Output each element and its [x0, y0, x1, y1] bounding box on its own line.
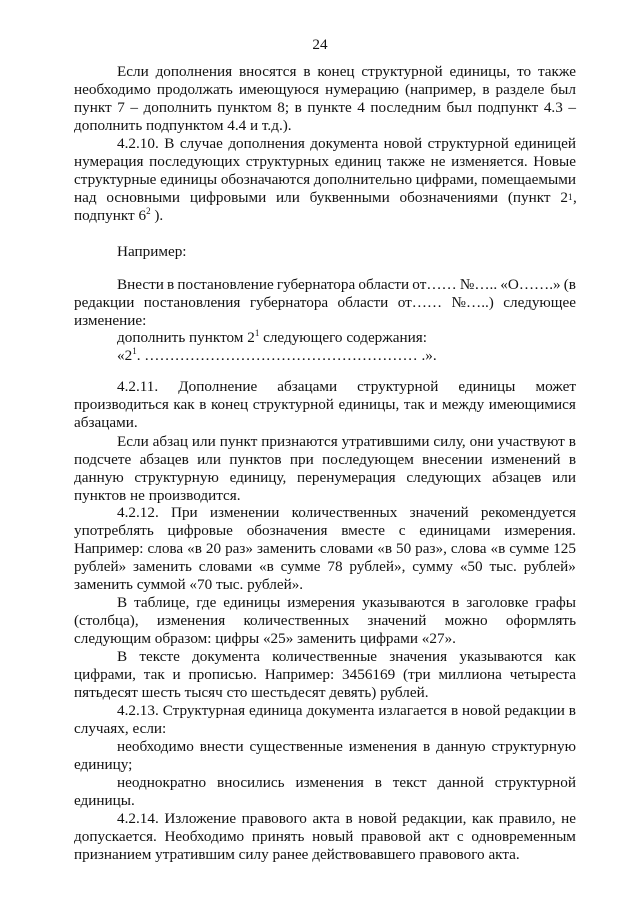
word: пунктом: [217, 99, 272, 116]
text-line: абзацами.: [74, 414, 138, 431]
word: обозначениями: [399, 189, 499, 206]
word: данную: [74, 469, 124, 486]
word: в: [422, 738, 431, 755]
word: –: [568, 99, 576, 116]
word: над: [74, 189, 97, 206]
word: №…..: [459, 276, 498, 293]
text-line: [117, 433, 576, 450]
text-line: признанием утратившим силу ранее действовавшего правового акта.: [74, 846, 520, 863]
word: новой: [358, 810, 397, 827]
word: новой: [383, 135, 423, 152]
text-line: [74, 451, 576, 468]
page-number: 24: [312, 36, 328, 53]
text-line: единицы.: [74, 792, 135, 809]
word: 4.2.11.: [117, 378, 159, 395]
word: одновременным: [471, 828, 576, 845]
word: то: [517, 63, 532, 80]
word: значения: [389, 648, 448, 665]
text-line: [117, 594, 576, 611]
word: постановления: [143, 294, 241, 311]
text-fragment: . ……………………………………………… .».: [136, 347, 437, 364]
word: Внести: [117, 276, 164, 293]
text-line: [117, 63, 576, 80]
word: Например:: [74, 540, 144, 557]
word: четыреста: [509, 666, 576, 683]
word: последним: [370, 99, 441, 116]
word: рублей»,: [349, 558, 406, 575]
word: помещаемыми: [481, 171, 576, 188]
word: в: [482, 81, 490, 98]
word: области: [358, 276, 410, 293]
word: употреблять: [74, 522, 154, 539]
word: цифровые: [167, 522, 233, 539]
word: структурной: [427, 135, 509, 152]
word: 50: [396, 540, 412, 557]
word: 8;: [277, 99, 290, 116]
word: изменения: [156, 612, 226, 629]
word: количественные: [272, 648, 378, 665]
text-fragment: «2: [117, 347, 133, 364]
word: тыс.: [489, 558, 517, 575]
word: (например,: [404, 81, 477, 98]
word: 4.2.10.: [117, 135, 159, 152]
word: заменить: [256, 540, 316, 557]
word: единицу,: [229, 469, 287, 486]
word: единиц: [334, 153, 382, 170]
word: единицы,: [338, 396, 400, 413]
text-fragment: подпункт 6: [74, 207, 147, 224]
word: при: [289, 451, 314, 468]
word: так: [143, 666, 165, 683]
word: признаются: [261, 433, 338, 450]
word: дополнить: [143, 99, 212, 116]
word: вносятся: [238, 63, 297, 80]
text-line: [74, 522, 576, 539]
word: губернатора: [276, 276, 356, 293]
word: и: [172, 666, 181, 683]
word: заголовке: [466, 594, 529, 611]
text-line: [117, 276, 576, 293]
word: миллиона: [438, 666, 502, 683]
word: «в: [377, 540, 393, 557]
word: вносились: [217, 774, 285, 791]
word: изменяется.: [451, 153, 528, 170]
word: структурную: [134, 469, 219, 486]
word: подсчете: [74, 451, 132, 468]
text-fragment: следующего содержания:: [259, 329, 427, 346]
word: 20: [205, 540, 222, 557]
word: был: [550, 81, 576, 98]
word: единицы: [458, 378, 516, 395]
word: –: [130, 99, 138, 116]
word: структурной: [252, 396, 334, 413]
word: в: [303, 63, 311, 80]
word: не: [561, 810, 576, 827]
text-line: [74, 540, 576, 557]
text-fragment: ,: [573, 189, 577, 206]
word: структурных: [245, 153, 330, 170]
word: структурной: [357, 378, 439, 395]
word: пункте: [307, 99, 352, 116]
word: абзацев: [492, 469, 542, 486]
text-line: [117, 738, 576, 755]
word: следующее: [503, 294, 576, 311]
word: единицами: [419, 522, 491, 539]
word: может: [535, 378, 576, 395]
text-line: следующим образом: цифры «25» заменить цифрами «27».: [74, 630, 456, 647]
word: от……: [397, 294, 443, 311]
word: принять: [251, 828, 305, 845]
word: (в: [563, 276, 576, 293]
word: 3456169: [342, 666, 396, 683]
text-line: [117, 378, 576, 395]
word: дополнения: [228, 135, 305, 152]
word: в: [374, 774, 382, 791]
word: цифрами,: [74, 666, 136, 683]
word: обозначаются: [220, 171, 311, 188]
text-line: [117, 648, 576, 665]
text-line: [74, 207, 163, 224]
word: изменения: [295, 774, 364, 791]
word: изменении: [209, 504, 280, 521]
word: изменения: [348, 738, 418, 755]
word: редакции: [74, 294, 135, 311]
word: абзацами: [277, 378, 338, 395]
word: в: [345, 810, 353, 827]
word: можно: [444, 612, 488, 629]
word: последующем: [322, 451, 414, 468]
word: или: [197, 451, 221, 468]
word: внести: [199, 738, 244, 755]
word: участвуют: [497, 433, 565, 450]
example-label: Например:: [117, 243, 187, 260]
text-line: [74, 294, 576, 311]
word: Структурная: [162, 702, 246, 719]
word: редакции: [504, 702, 565, 719]
text-line: [74, 99, 576, 116]
word: конец: [317, 63, 355, 80]
text-line: [117, 702, 576, 719]
word: новой: [462, 702, 501, 719]
word: где: [196, 594, 217, 611]
word: пункт: [219, 433, 258, 450]
word: значений: [409, 504, 469, 521]
word: №…..): [451, 294, 494, 311]
word: и: [429, 396, 438, 413]
word: разделе: [495, 81, 545, 98]
text-line: [117, 329, 427, 346]
word: или: [276, 189, 300, 206]
word: рекомендуется: [480, 504, 576, 521]
word: раз»,: [415, 540, 447, 557]
word: в: [568, 451, 576, 468]
word: последующих: [149, 153, 241, 170]
word: раз»: [225, 540, 253, 557]
text-line: [117, 347, 437, 364]
word: перенумерация: [297, 469, 396, 486]
text-line: [74, 469, 576, 486]
word: случае: [179, 135, 223, 152]
word: 2: [560, 189, 568, 206]
word: 7: [117, 99, 125, 116]
word: (столбца),: [74, 612, 139, 629]
word: сумму: [412, 558, 453, 575]
word: Новые: [533, 153, 576, 170]
word: Изложение: [164, 810, 237, 827]
word: указываются: [362, 594, 446, 611]
text-line: [74, 396, 576, 413]
text-line: случаях, если:: [74, 720, 167, 737]
word: утратившими: [341, 433, 430, 450]
word: 4.2.13.: [117, 702, 159, 719]
word: таблице,: [134, 594, 190, 611]
word: буквенными: [309, 189, 390, 206]
word: Дополнение: [178, 378, 258, 395]
word: нумерация: [74, 153, 144, 170]
word: «50: [459, 558, 483, 575]
word: единицы: [223, 594, 281, 611]
word: продолжать: [156, 81, 233, 98]
word: был: [446, 99, 473, 116]
word: имеющуюся: [238, 81, 320, 98]
word: постановление: [177, 276, 274, 293]
word: в: [452, 594, 460, 611]
word: цифровыми: [189, 189, 267, 206]
word: изменений: [490, 451, 561, 468]
word: (пункт: [507, 189, 551, 206]
word: новый: [312, 828, 354, 845]
word: Если: [117, 433, 149, 450]
word: 4.2.12.: [117, 504, 159, 521]
word: между: [442, 396, 485, 413]
word: количественных: [243, 612, 350, 629]
word: абзац: [152, 433, 188, 450]
word: силу,: [433, 433, 466, 450]
word: структурные: [74, 171, 157, 188]
word: акт: [428, 828, 450, 845]
superscript: 1: [132, 346, 137, 356]
text-line: дополнить подпунктом 4.4 и т.д.).: [74, 117, 292, 134]
text-line-words: [74, 189, 568, 206]
word: вместе: [341, 522, 386, 539]
word: в: [199, 396, 207, 413]
word: текст: [392, 774, 427, 791]
word: цифрами,: [415, 171, 478, 188]
word: Необходимо: [164, 828, 245, 845]
word: «О…….»: [500, 276, 561, 293]
superscript: 1: [254, 328, 260, 338]
word: документа: [192, 648, 260, 665]
superscript: 2: [146, 206, 151, 216]
word: единицы: [160, 171, 218, 188]
word: «в: [490, 540, 506, 557]
word: правовой: [361, 828, 421, 845]
word: структурную: [491, 738, 576, 755]
text-line: изменение:: [74, 312, 147, 329]
text-line: [74, 81, 576, 98]
word: также: [537, 63, 576, 80]
word: конец: [210, 396, 249, 413]
word: количественных: [291, 504, 398, 521]
word: правило,: [498, 810, 556, 827]
word: заменить: [133, 558, 192, 575]
word: слова: [450, 540, 487, 557]
word: словами: [319, 540, 374, 557]
word: в: [568, 702, 576, 719]
word: 4.2.14.: [117, 810, 159, 827]
word: В: [117, 648, 128, 665]
word: слова: [147, 540, 184, 557]
word: необходимо: [74, 81, 151, 98]
text-fragment: дополнить пунктом 2: [117, 329, 255, 346]
word: или: [191, 433, 216, 450]
word: от……: [412, 276, 457, 293]
word: обозначения: [246, 522, 328, 539]
word: акта: [312, 810, 340, 827]
word: «в: [259, 558, 274, 575]
word: 125: [553, 540, 576, 557]
word: структурной: [361, 63, 443, 80]
text-line: [74, 666, 576, 683]
word: как: [554, 648, 576, 665]
word: абзацев: [139, 451, 189, 468]
word: структурной: [494, 774, 576, 791]
word: допускается.: [74, 828, 157, 845]
word: данную: [435, 738, 486, 755]
word: графы: [535, 594, 576, 611]
word: При: [170, 504, 198, 521]
word: в: [450, 702, 459, 719]
text-line: единицу;: [74, 756, 133, 773]
word: также: [387, 153, 426, 170]
word: единица: [249, 702, 303, 719]
document-page: 24 Если дополнения вносятся в конец структурной единицы, то также необходимо продолжать имеющуюся нумерацию (например, в разделе был пункт 7 – дополнить пунктом 8; в пункте 4 последним был подпункт 4.3 – дополнить подпунктом 4.4 и т.д.). 4.2.10. В случае дополнения документа новой структурной единицей нумерация последующих структурных единиц также не изменяется. Новые структурные единицы обозначаются дополнительно цифрами, помещаемыми над основными цифровыми или буквенными обозначениями (пункт 2 1 , подпункт $6^2$ ). Например: Внести в постановление губернатора области от…… №….. «О…….» (в редакции постановления губернатора области от…… №…..) следующее изменение: дополнить пунктом $2^1$ следующего содержания: «$2^1$. ……………………………………………… .». 4.2.11. Дополнение абзацами структурной единицы может производиться как в конец структурной единицы, так и между имеющимися абзацами. Если абзац или пункт признаются утратившими силу, они участвуют в подсчете абзацев или пунктов при последующем внесении изменений в данную структурную единицу, перенумерация следующих абзацев или пунктов не производится. 4.2.12. При изменении количественных значений рекомендуется употреблять цифровые обозначения вместе с единицами измерения. Например: слова «в 20 раз» заменить словами «в 50 раз», слова «в сумме 125 рублей» заменить словами «в сумме 78 рублей», сумму «50 тыс. рублей» заменить суммой «70 тыс. рублей». В таблице, где единицы измерения указываются в заголовке графы (столбца), изменения количественных значений можно оформлять следующим образом: цифры «25» заменить цифрами «27». В тексте документа количественные значения указываются как цифрами, так и прописью. Например: 3456169 (три миллиона четыреста пятьдесят шесть тысяч сто шестьдесят девять) рублей. 4.2.13. Структурная единица документа излагается в новой редакции в случаях, если: необходимо внести существенные изменения в данную структурную единицу; неоднократно вносились изменения в текст данной структурной единицы. 4.2.14. Изложение правового акта в новой редакции, как правило, не допускается. Необходимо принять новый правовой акт с одновременным признанием утратившим силу ранее действовавшего правового акта.: [0, 0, 640, 905]
word: рублей»: [523, 558, 576, 575]
word: имеющимися: [488, 396, 576, 413]
word: (три: [403, 666, 431, 683]
word: с: [456, 828, 464, 845]
word: в: [167, 276, 175, 293]
word: сумме: [509, 540, 550, 557]
word: в: [568, 433, 576, 450]
word: словами: [198, 558, 253, 575]
text-line: [74, 153, 576, 170]
word: излагается: [378, 702, 448, 719]
text-line: [74, 558, 576, 575]
word: указываются: [459, 648, 543, 665]
word: дополнительно: [313, 171, 413, 188]
text-line: [74, 171, 576, 188]
text-line: [117, 504, 576, 521]
text-line: [74, 612, 576, 629]
text-line: [117, 774, 576, 791]
word: неоднократно: [117, 774, 207, 791]
word: существенные: [249, 738, 343, 755]
word: тексте: [139, 648, 180, 665]
word: оформлять: [505, 612, 576, 629]
word: с: [398, 522, 406, 539]
word: пункт: [74, 99, 112, 116]
word: 78: [327, 558, 343, 575]
text-line: пунктов не производится.: [74, 487, 241, 504]
word: данной: [437, 774, 484, 791]
word: значений: [367, 612, 427, 629]
text-line: [117, 135, 576, 152]
word: измерения: [287, 594, 356, 611]
word: 4.3: [543, 99, 563, 116]
word: или: [552, 469, 576, 486]
text-line: [74, 828, 576, 845]
word: 4: [357, 99, 365, 116]
word: рублей»: [74, 558, 127, 575]
text-line: заменить суммой «70 тыс. рублей».: [74, 576, 304, 593]
word: редакции,: [402, 810, 467, 827]
text-fragment: ).: [150, 207, 164, 224]
word: подпункт: [477, 99, 539, 116]
word: документа: [310, 135, 379, 152]
word: губернатора: [249, 294, 329, 311]
word: Например:: [264, 666, 335, 683]
text-line: [117, 810, 576, 827]
word: в: [294, 99, 302, 116]
word: области: [337, 294, 389, 311]
word: так: [403, 396, 425, 413]
word: сумме: [280, 558, 321, 575]
word: производиться: [74, 396, 169, 413]
word: прописью.: [188, 666, 257, 683]
word: пунктов: [229, 451, 282, 468]
word: единицей: [514, 135, 576, 152]
word: документа: [306, 702, 375, 719]
word: В: [164, 135, 175, 152]
word: не: [430, 153, 446, 170]
word: как: [471, 810, 494, 827]
word: основными: [106, 189, 181, 206]
word: В: [117, 594, 128, 611]
word: «в: [187, 540, 202, 557]
word: единицы,: [449, 63, 511, 80]
word: Если: [117, 63, 149, 80]
word: измерения.: [504, 522, 576, 539]
word: следующих: [406, 469, 482, 486]
word: как: [173, 396, 195, 413]
word: дополнения: [155, 63, 233, 80]
word: нумерацию: [325, 81, 399, 98]
word: необходимо: [117, 738, 194, 755]
word: они: [469, 433, 494, 450]
word: внесении: [422, 451, 483, 468]
word: правового: [241, 810, 307, 827]
text-line: пятьдесят шесть тысяч сто шестьдесят девять) рублей.: [74, 684, 429, 701]
